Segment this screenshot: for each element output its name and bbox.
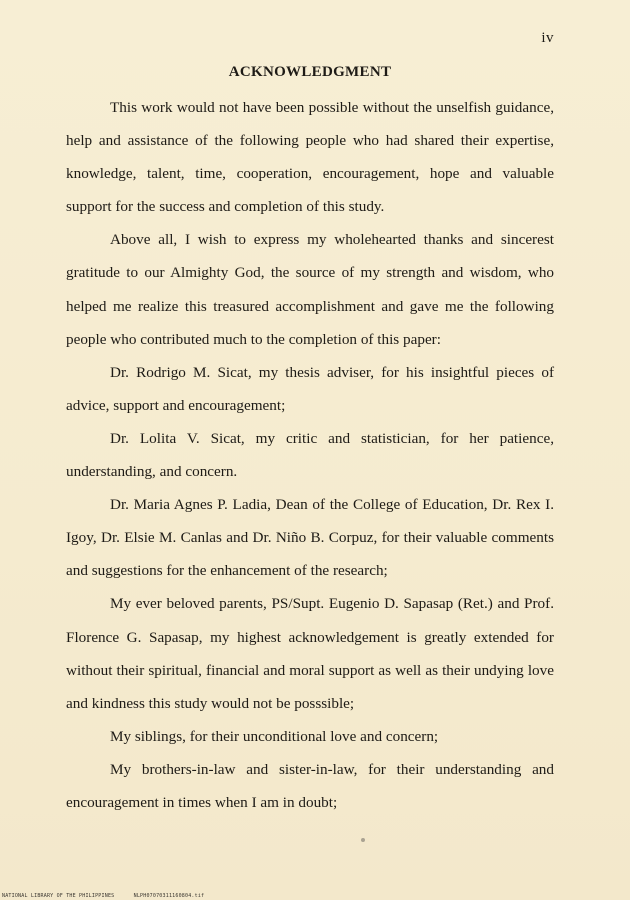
paragraph: My brothers-in-law and sister-in-law, for their understanding and encouragement in times when I am in doubt; bbox=[66, 760, 554, 811]
paragraph: Dr. Lolita V. Sicat, my critic and statistician, for her patience, understanding, and concern. bbox=[66, 429, 554, 481]
paragraph: This work would not have been possible without the unselfish guidance, help and assistance of the following people who had shared their expertise, knowledge, talent, time, cooperation, encouragement, hope and valuable support for the success and completion of this study. bbox=[66, 99, 554, 216]
footer-library: NATIONAL LIBRARY OF THE PHILIPPINES bbox=[2, 893, 115, 899]
paragraph: Above all, I wish to express my wholehearted thanks and sincerest gratitude to our Almighty God, the source of my strength and wisdom, who helped me realize this treasured accomplishment and gave me the following people who contributed much to the completion of this paper: bbox=[66, 231, 554, 348]
footer-code: NLPH07070311160804.tif bbox=[133, 893, 205, 899]
page-number: iv bbox=[541, 30, 554, 46]
paragraph: My siblings, for their unconditional love and concern; bbox=[110, 727, 439, 745]
acknowledgment-body bbox=[66, 91, 554, 819]
paper-speck bbox=[361, 838, 365, 842]
scan-footer-stamp bbox=[2, 893, 204, 899]
paragraph: My ever beloved parents, PS/Supt. Eugenio D. Sapasap (Ret.) and Prof. Florence G. Sapasap, my highest acknowledgement is greatly extended for without their spiritual, financial and moral support as well as their undying love and kindness this study would not be posssible; bbox=[66, 595, 554, 712]
paragraph: Dr. Rodrigo M. Sicat, my thesis adviser, for his insightful pieces of advice, support and encouragement; bbox=[66, 363, 554, 414]
page-title: ACKNOWLEDGMENT bbox=[228, 64, 392, 80]
paragraph: Dr. Maria Agnes P. Ladia, Dean of the College of Education, Dr. Rex I. Igoy, Dr. Elsie M. Canlas and Dr. Niño B. Corpuz, for their valuable comments and suggestions for the enhancement of the research; bbox=[66, 496, 554, 580]
